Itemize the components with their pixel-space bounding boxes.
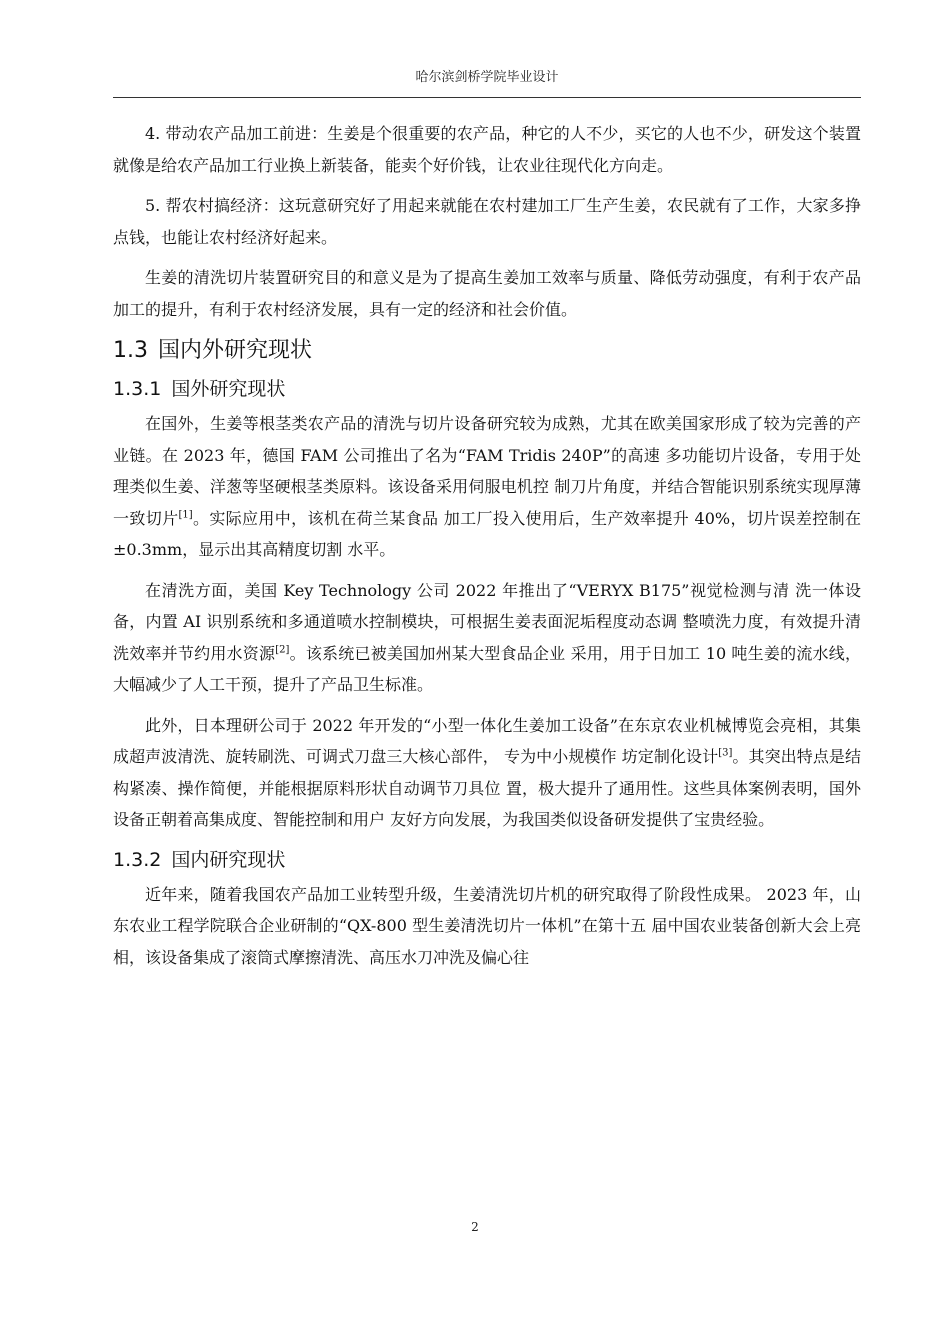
- page-header: 哈尔滨剑桥学院毕业设计: [415, 70, 559, 85]
- paragraph-text: 。实际应用中，该机在荷兰某食品 加工厂投入使用后，生产效率提升 40%，切片误差控制在±0.3mm，显示出其高精度切割 水平。: [113, 508, 861, 559]
- paragraph-text: 在清洗方面，美国 Key Technology 公司 2022 年推出了“VERYX B175”视觉检测与清 洗一体设备，内置 AI 识别系统和多通道喷水控制模块，可根据生姜表面泥垢程度动态调 整喷洗力度，有效提升清洗效率并节约用水资源: [113, 580, 861, 663]
- paragraph-text: 。该系统已被美国加州某大型食品企业 采用，用于日加工 10 吨生姜的流水线，大幅减少了人工干预，提升了产品卫生标准。: [113, 643, 861, 694]
- citation-1: [1]: [178, 509, 193, 521]
- citation-2: [2]: [275, 644, 290, 656]
- paragraph-foreign-slicing: [113, 408, 861, 566]
- section-heading-1-3: [113, 334, 861, 368]
- paragraph-summary: 生姜的清洗切片装置研究目的和意义是为了提高生姜加工效率与质量、降低劳动强度，有利于农产品加工的提升，有利于农村经济发展，具有一定的经济和社会价值。: [113, 268, 861, 319]
- section-title: 国内外研究现状: [158, 338, 313, 363]
- subsection-number: 1.3.1: [113, 378, 162, 400]
- paragraph-text: 此外，日本理研公司于 2022 年开发的“小型一体化生姜加工设备”在东京农业机械博览会亮相，其集成超声波清洗、旋转刷洗、可调式刀盘三大核心部件， 专为中小规模作 坊定制化设计: [113, 715, 861, 766]
- paragraph-foreign-cleaning: [113, 575, 861, 701]
- subsection-title: 国外研究现状: [171, 378, 286, 400]
- subsection-number: 1.3.2: [113, 848, 162, 871]
- paragraph-domestic: 近年来，随着我国农产品加工业转型升级，生姜清洗切片机的研究取得了阶段性成果。 2023 年，山东农业工程学院联合企业研制的“QX-800 型生姜清洗切片一体机”在第十五 届中国农业装备创新大会上亮相，该设备集成了滚筒式摩擦清洗、高压水刀冲洗及偏心往: [113, 884, 861, 967]
- citation-3: [3]: [718, 747, 733, 759]
- document-body: [113, 118, 861, 982]
- paragraph-foreign-japan: [113, 710, 861, 836]
- section-number: 1.3: [113, 338, 148, 363]
- header-divider: [113, 97, 861, 98]
- paragraph-text: 。其突出特点是结构紧凑、操作简便，并能根据原料形状自动调节刀具位 置，极大提升了通用性。这些具体案例表明，国外设备正朝着高集成度、智能控制和用户 友好方向发展，为我国类似设备研发提供了宝贵经验。: [113, 747, 861, 829]
- paragraph-item-5: 5. 帮农村搞经济：这玩意研究好了用起来就能在农村建加工厂生产生姜，农民就有了工作，大家多挣点钱，也能让农村经济好起来。: [113, 196, 861, 247]
- page-number: 2: [471, 1220, 479, 1234]
- subsection-heading-1-3-1: [113, 374, 861, 404]
- paragraph-item-4: 4. 带动农产品加工前进：生姜是个很重要的农产品，种它的人不少，买它的人也不少，研发这个装置就像是给农产品加工行业换上新装备，能卖个好价钱，让农业往现代化方向走。: [113, 124, 861, 175]
- subsection-title: 国内研究现状: [171, 848, 286, 871]
- subsection-heading-1-3-2: [113, 845, 861, 875]
- paragraph-text: 在国外，生姜等根茎类农产品的清洗与切片设备研究较为成熟，尤其在欧美国家形成了较为完善的产业链。在 2023 年，德国 FAM 公司推出了名为“FAM Tridis 240P”的高速 多功能切片设备，专用于处理类似生姜、洋葱等坚硬根茎类原料。该设备采用伺服电机控 制刀片角度，并结合智能识别系统实现厚薄一致切片: [113, 414, 861, 528]
